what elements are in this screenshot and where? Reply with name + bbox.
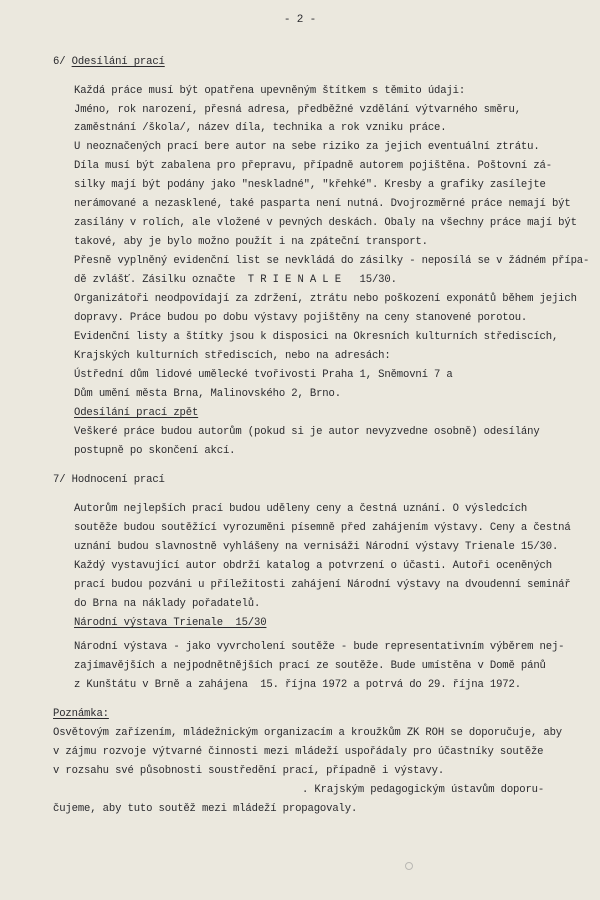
ink-mark-icon	[405, 862, 413, 870]
text-line: zasílány v rolích, ale vložené v pevných deskách. Obaly na všechny práce mají být	[74, 217, 577, 229]
text-line: do Brna na náklady pořadatelů.	[74, 598, 261, 610]
text-line: z Kunštátu v Brně a zahájena 15. října 1972 a potrvá do 29. října 1972.	[74, 679, 521, 691]
text-line: zajímavějších a nejpodnětnějších prací ze soutěže. Bude umístěna v Domě pánů	[74, 660, 546, 672]
text-line: Národní výstava - jako vyvrcholení soutěže - bude representativním výběrem nej-	[74, 641, 565, 653]
text-line: . Krajským pedagogickým ústavům doporu-	[302, 784, 545, 796]
note-heading: Poznámka:	[53, 708, 109, 720]
text-line: Krajských kulturních střediscích, nebo na adresách:	[74, 350, 391, 362]
text-line: Organizátoři neodpovídají za zdržení, ztrátu nebo poškození exponátů během jejich	[74, 293, 577, 305]
text-line: Jméno, rok narození, přesná adresa, předběžné vzdělání výtvarného směru,	[74, 104, 521, 116]
text-line: dopravy. Práce budou po dobu výstavy pojištěny na ceny stanovené porotou.	[74, 312, 528, 324]
text-line: silky mají být podány jako "neskladné", "křehké". Kresby a grafiky zasílejte	[74, 179, 546, 191]
page-number: - 2 -	[283, 14, 317, 26]
text-line: nerámované a nezasklené, také pasparta není nutná. Dvojrozměrné práce nemají být	[74, 198, 571, 210]
text-line: postupně po skončení akcí.	[74, 445, 236, 457]
text-line: v rozsahu své působnosti soustředění prací, případně i výstavy.	[53, 765, 445, 777]
text-line: prací budou pozváni u příležitosti zahájení Národní výstavy na dvoudenní seminář	[74, 579, 571, 591]
text-line: Přesně vyplněný evidenční list se nevkládá do zásilky - neposílá se v žádném přípa-	[74, 255, 590, 267]
text-line: dě zvlášť. Zásilku označte T R I E N A L E 15/30.	[74, 274, 397, 286]
text-line: U neoznačených prací bere autor na sebe riziko za jejich eventuální ztrátu.	[74, 141, 540, 153]
text-line: soutěže budou soutěžící vyrozuměni písemně před zahájením výstavy. Ceny a čestná	[74, 522, 571, 534]
section-6-number: 6/	[53, 56, 66, 68]
text-line: Osvětovým zařízením, mládežnickým organizacím a kroužkům ZK ROH se doporučuje, aby	[53, 727, 562, 739]
section-6-title: Odesílání prací	[71, 56, 165, 68]
text-line: Každá práce musí být opatřena upevněným štítkem s těmito údaji:	[74, 85, 466, 97]
subheading-return: Odesílání prací zpět	[74, 407, 199, 419]
text-line: Veškeré práce budou autorům (pokud si je autor nevyzvedne osobně) odesílány	[74, 426, 540, 438]
text-line: Ústřední dům lidové umělecké tvořivosti Praha 1, Sněmovní 7 a	[74, 369, 453, 381]
text-line: uznání budou slavnostně vyhlášeny na vernisáži Národní výstavy Trienale 15/30.	[74, 541, 559, 553]
subheading-exhibition: Národní výstava Trienale 15/30	[74, 617, 267, 629]
section-7-heading: 7/ Hodnocení prací	[53, 474, 165, 486]
text-line: v zájmu rozvoje výtvarné činnosti mezi mládeží uspořádaly pro účastníky soutěže	[53, 746, 544, 758]
text-line: Autorům nejlepších prací budou uděleny ceny a čestná uznání. O výsledcích	[74, 503, 528, 515]
text-line: zaměstnání /škola/, název díla, technika a rok vzniku práce.	[74, 122, 447, 134]
text-line: takové, aby je bylo možno použít i na zpáteční transport.	[74, 236, 428, 248]
text-line: čujeme, aby tuto soutěž mezi mládeží propagovaly.	[53, 803, 358, 815]
text-line: Každý vystavující autor obdrží katalog a potvrzení o účasti. Autoři oceněných	[74, 560, 552, 572]
text-line: Dům umění města Brna, Malinovského 2, Brno.	[74, 388, 341, 400]
text-line: Evidenční listy a štítky jsou k disposici na Okresních kulturních střediscích,	[74, 331, 559, 343]
section-6-heading	[53, 56, 165, 69]
text-line: Díla musí být zabalena pro přepravu, případně autorem pojištěna. Poštovní zá-	[74, 160, 552, 172]
